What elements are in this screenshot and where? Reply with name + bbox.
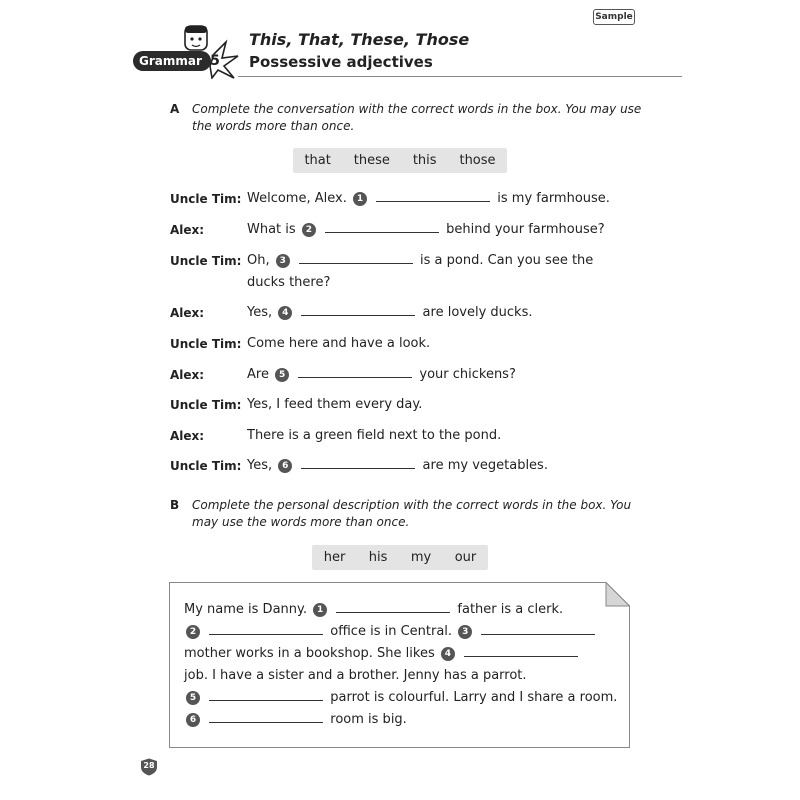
word-box-item: his [368,550,388,565]
dialogue-line: Welcome, Alex. 1 is my farmhouse. [247,191,610,206]
answer-blank[interactable] [209,710,323,723]
word-box-item: her [323,550,346,565]
section-b-letter: B [170,498,180,512]
dialogue-line: What is 2 behind your farmhouse? [247,222,605,237]
question-number: 3 [458,625,472,639]
question-number: 6 [278,459,292,473]
question-number: 3 [276,254,290,268]
section-b-instruction: Complete the personal description with the correct words in the box. You may use the words more than once. [192,498,632,529]
answer-blank[interactable] [464,644,578,657]
page-title: This, That, These, Those [249,30,470,49]
speaker-label: Uncle Tim: [170,459,242,473]
word-box-item: these [353,153,390,168]
card-line-1: My name is Danny. 1 father is a clerk. [184,602,564,617]
question-number: 2 [186,625,200,639]
page-subtitle: Possessive adjectives [249,53,433,71]
answer-blank[interactable] [209,688,323,701]
speaker-label: Uncle Tim: [170,254,242,268]
word-box-item: our [454,550,477,565]
dialogue-line: Come here and have a look. [247,336,431,351]
dialogue-line: Are 5 your chickens? [247,367,516,382]
question-number: 4 [441,647,455,661]
answer-blank[interactable] [376,189,490,202]
question-number: 1 [353,192,367,206]
answer-blank[interactable] [336,600,450,613]
answer-blank[interactable] [209,622,323,635]
question-number: 1 [313,603,327,617]
question-number: 5 [186,691,200,705]
card-line-2: 2 office is in Central. 3 [184,621,598,643]
card-line-3: mother works in a bookshop. She likes 4 [184,643,581,665]
speaker-label: Uncle Tim: [170,337,242,351]
card-line-5: 5 parrot is colourful. Larry and I share a room. [184,687,617,709]
dialogue-line: There is a green field next to the pond. [247,428,502,443]
dialogue-line: Yes, 6 are my vegetables. [247,458,548,473]
question-number: 2 [302,223,316,237]
word-box-item: those [459,153,496,168]
dialogue-line: Oh, 3 is a pond. Can you see the ducks there? [247,253,594,290]
speaker-label: Alex: [170,368,205,382]
card-line-4: job. I have a sister and a brother. Jenny has a parrot. [184,668,527,683]
speaker-label: Uncle Tim: [170,192,242,206]
question-number: 4 [278,306,292,320]
answer-blank[interactable] [325,220,439,233]
answer-blank[interactable] [301,456,415,469]
section-b-word-box [312,545,488,570]
answer-blank[interactable] [301,303,415,316]
page-number: 28 [143,761,155,770]
answer-blank[interactable] [298,365,412,378]
section-a-instruction: Complete the conversation with the correct words in the box. You may use the words more than once. [192,102,642,133]
card-line-6: 6 room is big. [184,709,407,731]
grammar-label: Grammar [133,51,211,71]
section-a-letter: A [170,102,180,116]
word-box-item: that [304,153,331,168]
answer-blank[interactable] [481,622,595,635]
question-number: 6 [186,713,200,727]
dialogue-line: Yes, I feed them every day. [247,397,423,412]
title-divider [238,76,682,77]
question-number: 5 [275,368,289,382]
speaker-label: Alex: [170,306,205,320]
unit-number: 5 [210,53,220,69]
speaker-label: Alex: [170,429,205,443]
speaker-label: Uncle Tim: [170,398,242,412]
section-a-word-box [293,148,507,173]
sample-badge: Sample [593,9,635,25]
dialogue-line: Yes, 4 are lovely ducks. [247,305,533,320]
word-box-item: this [412,153,437,168]
answer-blank[interactable] [299,251,413,264]
speaker-label: Alex: [170,223,205,237]
word-box-item: my [410,550,432,565]
